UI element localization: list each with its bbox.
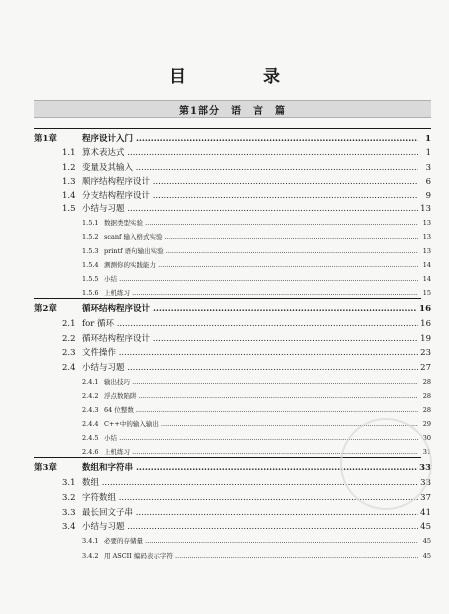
toc-entry-title: 数组 ..... xyxy=(82,477,418,490)
toc-entry-number: 2.2 xyxy=(62,334,76,344)
toc-entry-title: 用 ASCII 编码表示字符 ..... xyxy=(104,550,418,563)
toc-entry-page-number: 13 xyxy=(421,245,431,258)
toc-entry-page-number: 3 xyxy=(425,163,431,173)
toc-entry-number: 1.5.5 xyxy=(82,275,99,283)
toc-entry-title: printf 语句输出实验 ..... xyxy=(104,245,418,258)
toc-entry-title: 循环结构程序设计 ..... xyxy=(82,333,418,346)
toc-entry-page-number: 16 xyxy=(419,304,431,314)
toc-entry-number: 3.1 xyxy=(62,478,76,488)
toc-entry-title: 浮点数陷阱 ..... xyxy=(104,390,418,403)
toc-entry-title: 字符数组 ..... xyxy=(82,492,418,505)
toc-entry-page-number: 1 xyxy=(425,134,431,144)
toc-entry-page-number: 1 xyxy=(425,148,431,158)
toc-entry-number: 1.4 xyxy=(62,191,76,201)
toc-entry-page-number: 37 xyxy=(420,493,431,503)
toc-entry-section[interactable] xyxy=(0,176,449,189)
toc-entry-title: 文件操作 ..... xyxy=(82,347,418,360)
toc-entry-number: 第1章 xyxy=(34,134,57,144)
toc-entry-number: 2.4.6 xyxy=(82,448,99,456)
toc-entry-page-number: 28 xyxy=(421,376,431,389)
toc-entry-title: 输出技巧 ..... xyxy=(104,376,418,389)
toc-entry-page-number: 27 xyxy=(420,363,431,373)
toc-entry-title: 必要的存储量 ..... xyxy=(104,535,418,548)
toc-entry-page-number: 45 xyxy=(421,535,431,548)
toc-entry-subsection[interactable] xyxy=(0,404,449,417)
toc-entry-number: 1.5 xyxy=(62,204,76,214)
toc-entry-page-number: 28 xyxy=(421,404,431,417)
toc-entry-number: 2.4.2 xyxy=(82,392,99,400)
toc-entry-title: 数据类型实验 ..... xyxy=(104,217,418,230)
toc-entry-subsection[interactable] xyxy=(0,376,449,389)
toc-entry-chapter[interactable] xyxy=(0,303,449,316)
toc-entry-section[interactable] xyxy=(0,162,449,175)
toc-entry-chapter[interactable] xyxy=(0,133,449,146)
toc-entry-page-number: 41 xyxy=(420,508,431,518)
toc-entry-title: 小结 ..... xyxy=(104,273,418,286)
toc-entry-page-number: 13 xyxy=(421,231,431,244)
toc-entry-title: 上机练习 ..... xyxy=(104,446,418,459)
toc-entry-title: 循环结构程序设计 ..... xyxy=(82,303,418,316)
toc-entry-page-number: 15 xyxy=(421,287,431,300)
toc-entry-page-number: 16 xyxy=(420,319,431,329)
toc-entry-number: 1.5.1 xyxy=(82,219,99,227)
toc-entry-section[interactable] xyxy=(0,362,449,375)
toc-entry-section[interactable] xyxy=(0,318,449,331)
toc-entry-number: 第3章 xyxy=(34,463,57,473)
toc-entry-section[interactable] xyxy=(0,521,449,534)
toc-entry-page-number: 6 xyxy=(425,177,431,187)
chapter-divider xyxy=(34,128,431,129)
toc-entry-number: 3.2 xyxy=(62,493,76,503)
toc-entry-page-number: 45 xyxy=(420,522,431,532)
toc-entry-number: 3.4 xyxy=(62,522,76,532)
toc-entry-page-number: 31 xyxy=(421,446,431,459)
toc-entry-title: scanf 输入格式实验 ..... xyxy=(104,231,418,244)
toc-entry-number: 3.4.1 xyxy=(82,537,99,545)
toc-entry-section[interactable] xyxy=(0,333,449,346)
toc-entry-subsection[interactable] xyxy=(0,245,449,258)
toc-entry-subsection[interactable] xyxy=(0,550,449,563)
toc-entry-number: 第2章 xyxy=(34,304,57,314)
toc-entry-number: 2.4 xyxy=(62,363,76,373)
toc-entry-number: 1.1 xyxy=(62,148,76,158)
toc-entry-title: 变量及其输入 ..... xyxy=(82,162,418,175)
toc-entry-number: 2.1 xyxy=(62,319,76,329)
toc-entry-subsection[interactable] xyxy=(0,231,449,244)
toc-entry-page-number: 9 xyxy=(425,191,431,201)
toc-entry-number: 1.2 xyxy=(62,163,76,173)
toc-entry-page-number: 45 xyxy=(421,550,431,563)
toc-entry-title: 小结与习题 ..... xyxy=(82,521,418,534)
toc-entry-page-number: 13 xyxy=(420,204,431,214)
toc-entry-number: 2.4.1 xyxy=(82,378,99,386)
toc-entry-page-number: 29 xyxy=(421,418,431,431)
toc-entry-number: 3.4.2 xyxy=(82,552,99,560)
toc-entry-title: 小结 ..... xyxy=(104,432,418,445)
toc-entry-subsection[interactable] xyxy=(0,217,449,230)
toc-entry-title: for 循环 ..... xyxy=(82,318,418,331)
toc-entry-title: 64 位整数 ..... xyxy=(104,404,418,417)
toc-entry-title: 小结与习题 ..... xyxy=(82,203,418,216)
toc-entry-page-number: 33 xyxy=(420,478,431,488)
toc-entry-number: 2.4.5 xyxy=(82,434,99,442)
toc-entry-page-number: 14 xyxy=(421,259,431,272)
toc-entry-number: 2.3 xyxy=(62,348,76,358)
toc-entry-section[interactable] xyxy=(0,347,449,360)
toc-entry-number: 1.5.6 xyxy=(82,289,99,297)
toc-entry-title: 测测你的实践能力 ..... xyxy=(104,259,418,272)
toc-entry-number: 1.5.2 xyxy=(82,233,99,241)
toc-entry-title: 最长回文子串 ..... xyxy=(82,507,418,520)
toc-entry-subsection[interactable] xyxy=(0,259,449,272)
toc-entry-subsection[interactable] xyxy=(0,535,449,548)
toc-entry-number: 2.4.4 xyxy=(82,420,99,428)
toc-entry-title: 小结与习题 ..... xyxy=(82,362,418,375)
toc-entry-page-number: 13 xyxy=(421,217,431,230)
toc-entry-title: 程序设计入门 ..... xyxy=(82,133,418,146)
toc-entry-page-number: 33 xyxy=(419,463,431,473)
toc-entry-title: 算术表达式 ..... xyxy=(82,147,418,160)
page-title: 目 录 xyxy=(169,67,310,87)
toc-entry-title: 顺序结构程序设计 ..... xyxy=(82,176,418,189)
toc-entry-page-number: 19 xyxy=(420,334,431,344)
toc-entry-section[interactable] xyxy=(0,147,449,160)
watermark-stamp xyxy=(340,418,432,510)
part-title: 第1部分 语 言 篇 xyxy=(179,106,286,117)
toc-entry-title: 分支结构程序设计 ..... xyxy=(82,190,418,203)
toc-entry-page-number: 28 xyxy=(421,390,431,403)
toc-entry-section[interactable] xyxy=(0,203,449,216)
toc-entry-number: 1.5.3 xyxy=(82,247,99,255)
toc-entry-subsection[interactable] xyxy=(0,390,449,403)
toc-entry-number: 1.5.4 xyxy=(82,261,99,269)
toc-entry-page-number: 30 xyxy=(421,432,431,445)
toc-entry-page-number: 23 xyxy=(420,348,431,358)
toc-entry-number: 3.3 xyxy=(62,508,76,518)
toc-entry-number: 1.3 xyxy=(62,177,76,187)
toc-entry-title: 上机练习 ..... xyxy=(104,287,418,300)
toc-entry-number: 2.4.3 xyxy=(82,406,99,414)
toc-entry-subsection[interactable] xyxy=(0,273,449,286)
toc-entry-title: 数组和字符串 ..... xyxy=(82,462,418,475)
toc-entry-page-number: 14 xyxy=(421,273,431,286)
toc-entry-title: C++中的输入输出 ..... xyxy=(104,418,418,431)
toc-entry-subsection[interactable] xyxy=(0,287,449,300)
toc-entry-section[interactable] xyxy=(0,190,449,203)
